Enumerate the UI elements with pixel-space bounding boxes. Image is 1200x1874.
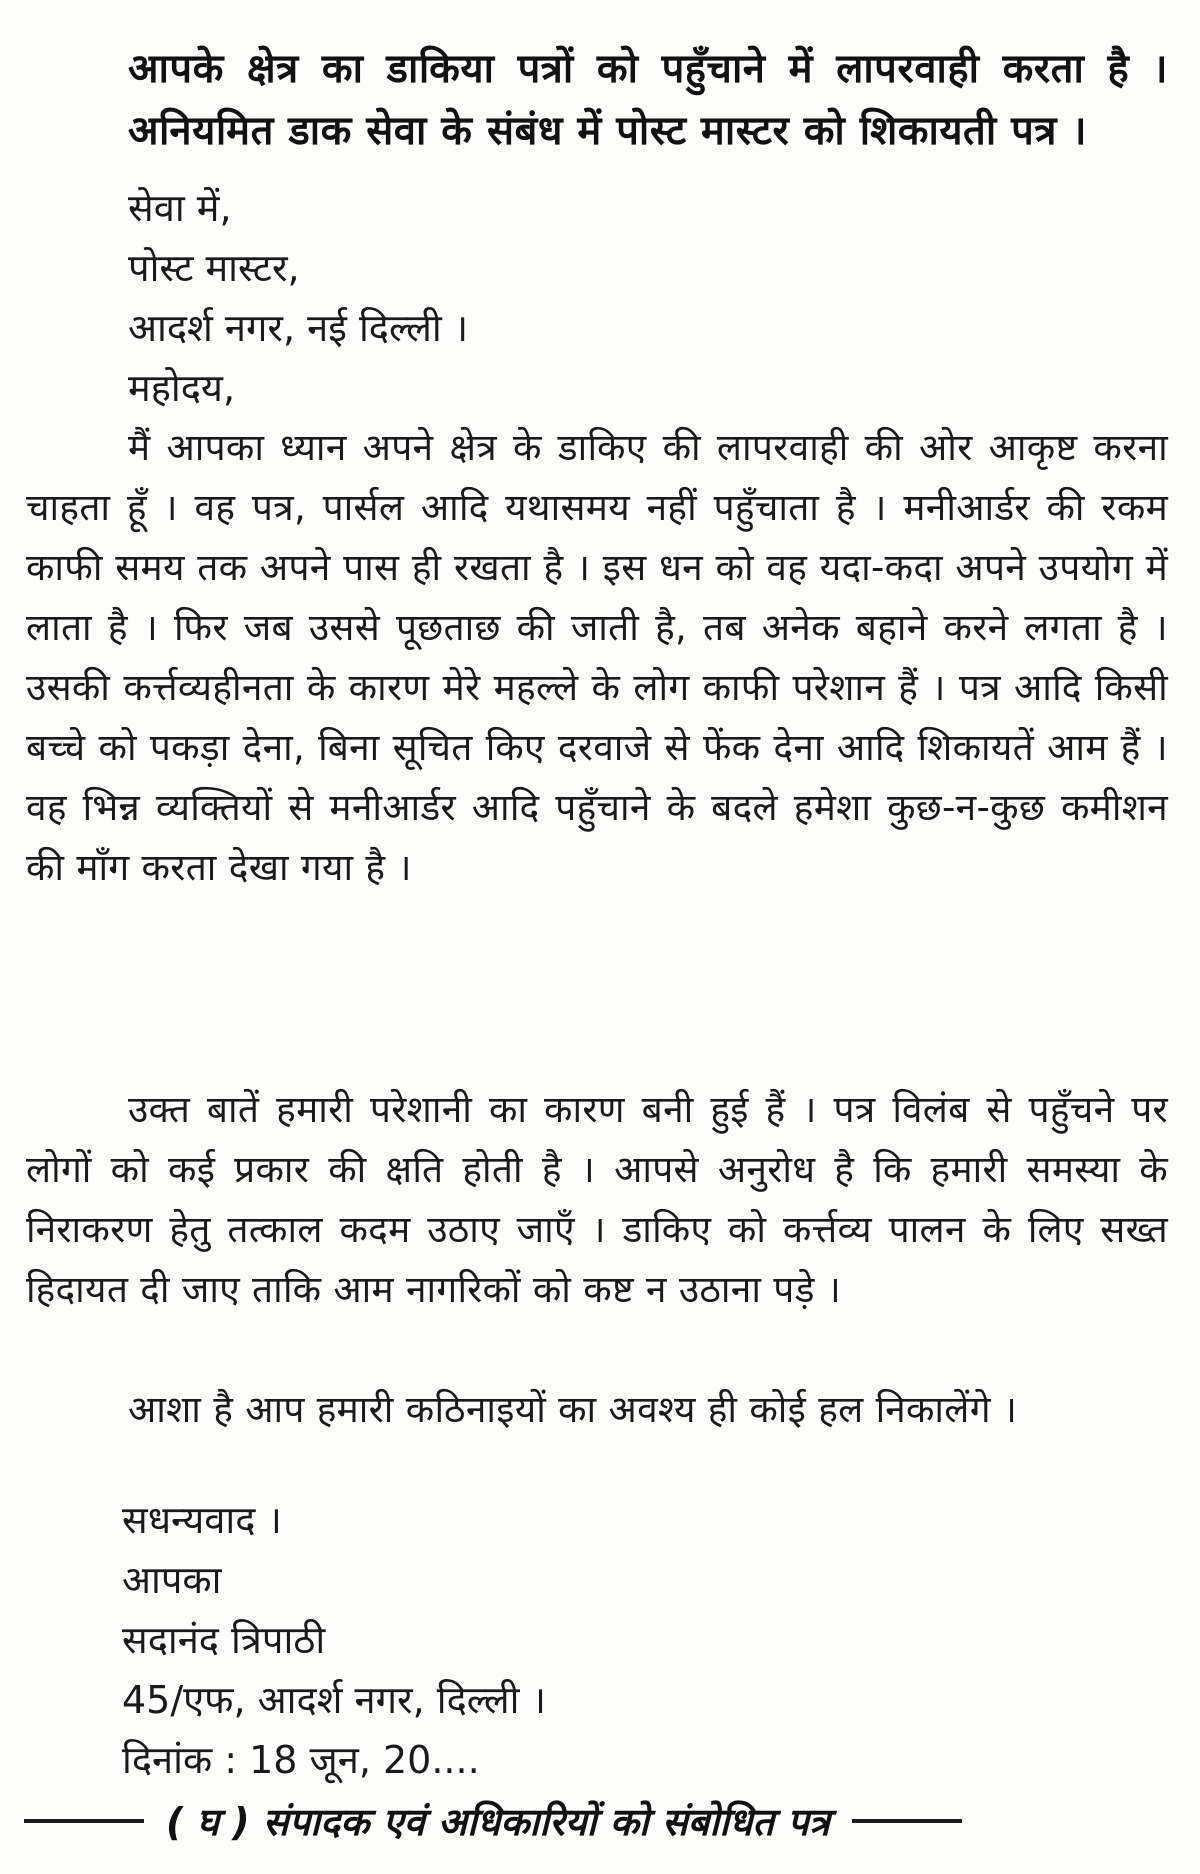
address-line-location: आदर्श नगर, नई दिल्ली । <box>128 306 469 350</box>
section-footer <box>24 1786 1174 1856</box>
sender-address: 45/एफ, आदर्श नगर, दिल्ली । <box>122 1678 546 1722</box>
closing-yours: आपका <box>122 1558 222 1602</box>
letter-heading: आपके क्षेत्र का डाकिया पत्रों को पहुँचाने में लापरवाही करता है । अनियमित डाक सेवा के संबंध में पोस्ट मास्टर को शिकायती पत्र । <box>128 46 1168 154</box>
salutation: महोदय, <box>128 366 236 410</box>
body-paragraph-3: आशा है आप हमारी कठिनाइयों का अवश्य ही कोई हल निकालेंगे । <box>128 1388 1018 1431</box>
letter-date: दिनांक : 18 जून, 20.... <box>122 1738 480 1782</box>
sender-name: सदानंद त्रिपाठी <box>122 1618 326 1662</box>
address-line-to: सेवा में, <box>128 186 232 230</box>
address-line-recipient: पोस्ट मास्टर, <box>128 246 300 290</box>
body-paragraph-1: मैं आपका ध्यान अपने क्षेत्र के डाकिए की लापरवाही की ओर आकृष्ट करना चाहता हूँ । वह पत्र, पार्सल आदि यथासमय नहीं पहुँचाता है । मनीआर्डर की रकम काफी समय तक अपने पास ही रखता है । इस धन को वह यदा-कदा अपने उपयोग में लाता है । फिर जब उससे पूछताछ की जाती है, तब अनेक बहाने करने लगता है । उसकी कर्त्तव्यहीनता के कारण मेरे महल्ले के लोग काफी परेशान हैं । पत्र आदि किसी बच्चे को पकड़ा देना, बिना सूचित किए दरवाजे से फेंक देना आदि शिकायतें आम हैं । वह भिन्न व्यक्तियों से मनीआर्डर आदि पहुँचाने के बदले हमेशा कुछ-न-कुछ कमीशन की माँग करता देखा गया है । <box>26 426 1168 889</box>
footer-section-title: ( घ ) संपादक एवं अधिकारियों को संबोधित पत्र <box>166 1800 830 1844</box>
footer-rule-right <box>852 1819 962 1823</box>
body-paragraph-2: उक्त बातें हमारी परेशानी का कारण बनी हुई हैं । पत्र विलंब से पहुँचने पर लोगों को कई प्रकार की क्षति होती है । आपसे अनुरोध है कि हमारी समस्या के निराकरण हेतु तत्काल कदम उठाए जाएँ । डाकिए को कर्त्तव्य पालन के लिए सख्त हिदायत दी जाए ताकि आम नागरिकों को कष्ट न उठाना पड़े । <box>26 1088 1168 1311</box>
closing-thanks: सधन्यवाद । <box>122 1498 282 1542</box>
footer-rule-left <box>24 1819 144 1823</box>
